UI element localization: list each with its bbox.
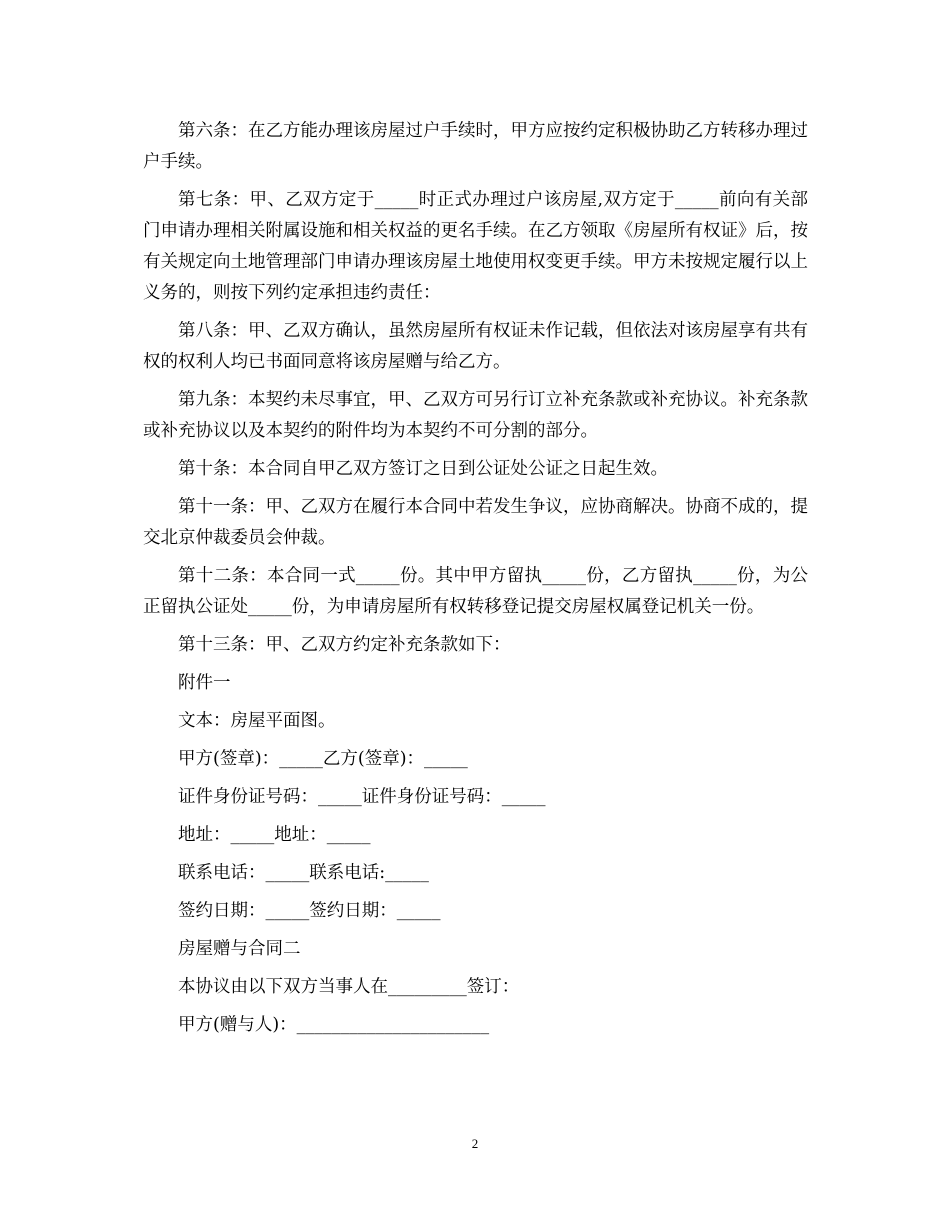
article-11: 第十一条：甲、乙双方在履行本合同中若发生争议，应协商解决。协商不成的，提交北京仲裁委员会仲裁。 (143, 497, 808, 548)
article-12: 第十二条：本合同一式_____份。其中甲方留执_____份，乙方留执_____份，为公正留执公证处_____份，为申请房屋所有权转移登记提交房屋权属登记机关一份。 (143, 566, 808, 617)
address-line: 地址：_____地址：_____ (178, 825, 371, 845)
sign-date-line: 签约日期：_____签约日期：_____ (178, 901, 441, 921)
party-a-donor-line: 甲方(赠与人)：______________________ (178, 1015, 490, 1035)
article-9: 第九条：本契约未尽事宜，甲、乙双方可另行订立补充条款或补充协议。补充条款或补充协议以及本契约的附件均为本契约不可分割的部分。 (143, 390, 808, 441)
article-7: 第七条：甲、乙双方定于_____时正式办理过户该房屋,双方定于_____前向有关部门申请办理相关附属设施和相关权益的更名手续。在乙方领取《房屋所有权证》后，按有关规定向土地管理部门申请办理该房屋土地使用权变更手续。甲方未按规定履行以上义务的，则按下列约定承担违约责任： (143, 190, 808, 303)
document-body (143, 116, 808, 1048)
article-8: 第八条：甲、乙双方确认，虽然房屋所有权证未作记载，但依法对该房屋享有共有权的权利人均已书面同意将该房屋赠与给乙方。 (143, 321, 808, 372)
agreement-intro: 本协议由以下双方当事人在_________签订： (178, 977, 520, 997)
appendix-heading: 附件一 (178, 673, 231, 693)
phone-line: 联系电话：_____联系电话:_____ (178, 863, 429, 883)
signature-line: 甲方(签章)：_____乙方(签章)：_____ (178, 749, 468, 769)
article-10: 第十条：本合同自甲乙双方签订之日到公证处公证之日起生效。 (178, 459, 668, 479)
contract-two-title: 房屋赠与合同二 (178, 939, 301, 959)
page-number: 2 (471, 1136, 479, 1151)
id-number-line: 证件身份证号码：_____证件身份证号码：_____ (178, 787, 546, 807)
article-6: 第六条：在乙方能办理该房屋过户手续时，甲方应按约定积极协助乙方转移办理过户手续。 (143, 121, 808, 172)
article-13: 第十三条：甲、乙双方约定补充条款如下： (178, 635, 511, 655)
appendix-text: 文本：房屋平面图。 (178, 711, 336, 731)
